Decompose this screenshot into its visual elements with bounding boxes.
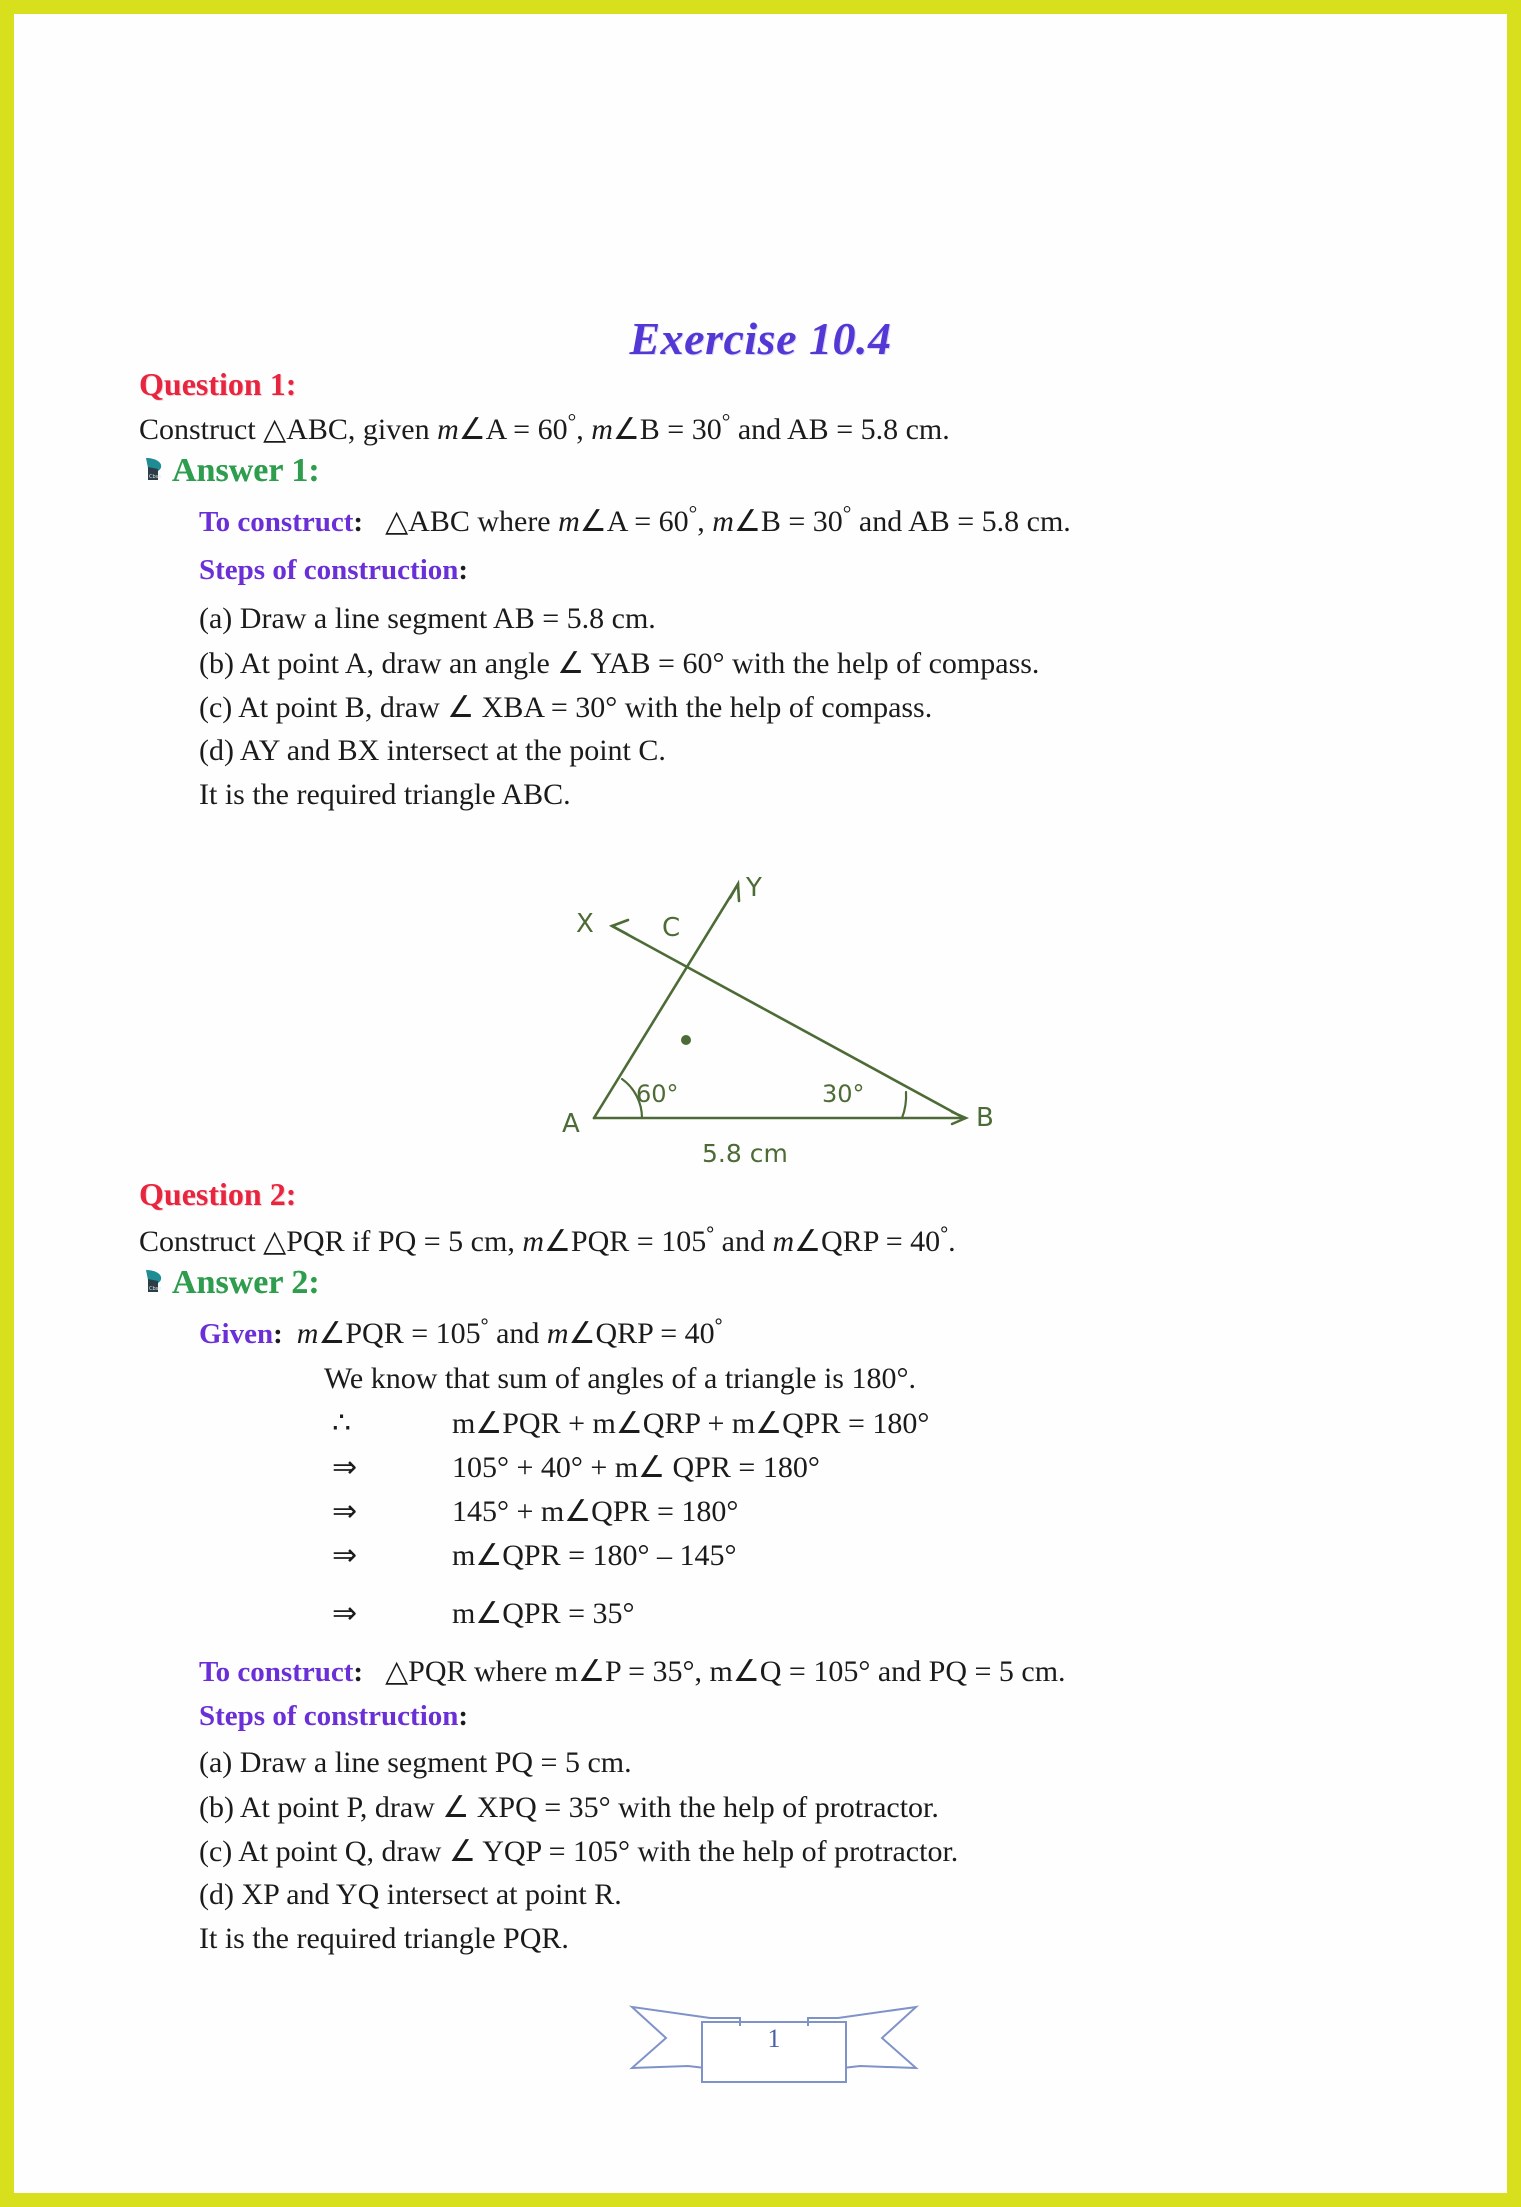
site-logo-icon [136, 1267, 166, 1297]
step-d-text-1: AY and BX intersect at the point C. [233, 734, 666, 767]
step-c-text-1: At point B, draw ∠ XBA = 30° with the help of compass. [232, 691, 933, 724]
step-b-tag-2: (b) [199, 1791, 234, 1824]
svg-text:Cbse: Cbse [149, 474, 162, 480]
q1-sep1: , [576, 413, 592, 446]
svg-text:Cbse: Cbse [149, 1286, 162, 1292]
step-b-text-2: At point P, draw ∠ XPQ = 35° with the help of protractor. [233, 1791, 939, 1824]
page-number-ribbon [614, 1974, 934, 2104]
step-a-tag-1: (a) [199, 602, 233, 635]
tc1-a2: ∠B = 30 [733, 505, 843, 538]
gv-d1: ° [480, 1315, 489, 1337]
figure-label-C: C [662, 913, 681, 943]
answer-1-to-construct-row [199, 501, 1071, 539]
answer-2-steps-label-row [199, 1700, 468, 1733]
figure-angle-a: 60° [636, 1080, 679, 1108]
q2-d1: ° [706, 1223, 715, 1245]
gv-mid: and [488, 1317, 547, 1350]
to-construct-text-2: △PQR where m∠P = 35°, m∠Q = 105° and PQ = 5 cm. [385, 1655, 1066, 1688]
answer-2-heading-row [136, 1264, 320, 1302]
given-label: Given [199, 1318, 274, 1350]
step-c-tag-1: (c) [199, 691, 233, 724]
gv-m2: m [546, 1317, 569, 1350]
tc1-d1: ° [688, 501, 698, 525]
figure-label-A: A [562, 1109, 580, 1139]
gv-d2: ° [714, 1315, 723, 1337]
angle-sum-fact-line: We know that sum of angles of a triangle is 180°. [324, 1362, 916, 1395]
answer-1-heading: Answer 1: [172, 452, 320, 489]
answer-2-conclusion: It is the required triangle PQR. [199, 1922, 569, 1955]
q2-mid: and [714, 1225, 773, 1258]
derivation-symbol-5: ⇒ [332, 1597, 358, 1630]
tc1-tail: and AB = 5.8 cm. [851, 505, 1071, 538]
to-construct-colon-2: : [353, 1656, 364, 1688]
answer-1-steps-label-row [199, 554, 468, 587]
step-c-text-2: At point Q, draw ∠ YQP = 105° with the help of protractor. [232, 1835, 959, 1868]
step-a-text-2: Draw a line segment PQ = 5 cm. [232, 1746, 632, 1779]
answer-2-step-a [199, 1746, 632, 1780]
question-2-statement [139, 1224, 956, 1259]
given-colon: : [273, 1318, 283, 1350]
derivation-row-4 [332, 1538, 737, 1573]
gv-a2: ∠QRP = 40 [568, 1317, 715, 1350]
gv-a1: ∠PQR = 105 [318, 1317, 481, 1350]
derivation-expr-2: 105° + 40° + m∠ QPR = 180° [452, 1451, 820, 1484]
q1-deg2: ° [721, 409, 731, 433]
step-b-tag-1: (b) [199, 647, 234, 680]
answer-1-step-b [199, 646, 1039, 681]
question-2-heading: Question 2: [139, 1176, 297, 1212]
q2-lead: Construct △PQR if PQ = 5 cm, [139, 1225, 523, 1258]
q1-angle2: ∠B = 30 [612, 413, 722, 446]
tc1-sep: , [697, 505, 713, 538]
to-construct-label-1: To construct [199, 506, 354, 538]
steps-colon-1: : [458, 554, 469, 586]
derivation-row-5 [332, 1596, 635, 1631]
figure-label-Y: Y [746, 873, 762, 903]
derivation-expr-3: 145° + m∠QPR = 180° [452, 1495, 739, 1528]
derivation-symbol-1: ∴ [332, 1407, 352, 1440]
answer-2-step-c [199, 1834, 958, 1869]
q2-d2: ° [940, 1223, 949, 1245]
figure-label-X: X [576, 909, 594, 939]
steps-label-1: Steps of construction [199, 554, 459, 586]
step-d-text-2: XP and YQ intersect at point R. [233, 1878, 622, 1911]
derivation-symbol-3: ⇒ [332, 1495, 358, 1528]
steps-label-2: Steps of construction [199, 1700, 459, 1732]
step-a-text-1: Draw a line segment AB = 5.8 cm. [232, 602, 656, 635]
figure-angle-b: 30° [822, 1080, 865, 1108]
derivation-expr-1: m∠PQR + m∠QRP + m∠QPR = 180° [452, 1407, 930, 1440]
derivation-expr-5: m∠QPR = 35° [452, 1597, 635, 1630]
tc1-m2: m [712, 505, 734, 538]
step-c-tag-2: (c) [199, 1835, 233, 1868]
q2-tail: . [948, 1225, 956, 1258]
answer-1-heading-row [136, 452, 320, 490]
q1-tail: and AB = 5.8 cm. [730, 413, 950, 446]
steps-colon-2: : [458, 1700, 469, 1732]
q2-m1: m [522, 1225, 545, 1258]
figure-label-B: B [976, 1103, 994, 1133]
page-sheet [14, 14, 1507, 2193]
answer-1-step-d [199, 734, 666, 768]
tc1-d2: ° [842, 501, 852, 525]
derivation-symbol-4: ⇒ [332, 1539, 358, 1572]
triangle-abc-figure [534, 854, 1014, 1174]
answer-2-step-d [199, 1878, 622, 1912]
answer-2-to-construct-row [199, 1654, 1066, 1689]
page-title: Exercise 10.4 [629, 313, 892, 364]
q1-m1: m [437, 413, 459, 446]
to-construct-label-2: To construct [199, 1656, 354, 1688]
q1-angle1: ∠A = 60 [458, 413, 568, 446]
derivation-expr-4: m∠QPR = 180° – 145° [452, 1539, 737, 1572]
derivation-row-3 [332, 1494, 738, 1529]
step-b-text-1: At point A, draw an angle ∠ YAB = 60° with the help of compass. [233, 647, 1040, 680]
tc1-m1: m [558, 505, 580, 538]
answer-2-heading: Answer 2: [172, 1264, 320, 1301]
q1-m2: m [591, 413, 613, 446]
answer-2-step-b [199, 1790, 939, 1825]
answer-1-conclusion: It is the required triangle ABC. [199, 778, 571, 811]
tc1-lead: △ABC where [385, 505, 559, 538]
answer-2-given-row [199, 1316, 723, 1351]
question-1-heading: Question 1: [139, 366, 297, 402]
question-1-statement [139, 409, 950, 447]
site-logo-icon [136, 455, 166, 485]
derivation-row-1 [332, 1406, 929, 1441]
q1-deg1: ° [567, 409, 577, 433]
derivation-row-2 [332, 1450, 820, 1485]
step-d-tag-1: (d) [199, 734, 234, 767]
figure-base-length: 5.8 cm [702, 1139, 788, 1168]
answer-1-step-a [199, 602, 656, 636]
page-number: 1 [767, 2024, 781, 2053]
q2-a2: ∠QRP = 40 [794, 1225, 941, 1258]
given-text [283, 1317, 723, 1350]
to-construct-colon-1: : [353, 506, 364, 538]
q1-lead: Construct △ABC, given [139, 413, 438, 446]
step-a-tag-2: (a) [199, 1746, 233, 1779]
gv-m1: m [296, 1317, 319, 1350]
to-construct-text-1 [363, 501, 1071, 538]
answer-1-step-c [199, 690, 932, 725]
step-d-tag-2: (d) [199, 1878, 234, 1911]
derivation-symbol-2: ⇒ [332, 1451, 358, 1484]
q2-m2: m [772, 1225, 795, 1258]
q2-a1: ∠PQR = 105 [544, 1225, 707, 1258]
tc1-a1: ∠A = 60 [579, 505, 689, 538]
